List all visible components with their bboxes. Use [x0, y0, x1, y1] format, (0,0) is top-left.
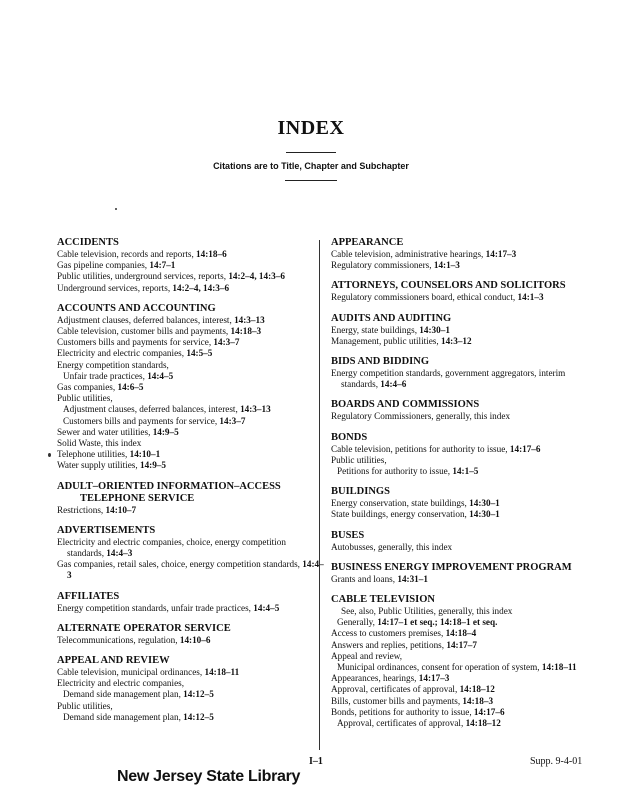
entry-citation: 14:30–1: [469, 509, 500, 520]
entry-text: Demand side management plan,: [63, 689, 184, 700]
entry-citation: 14:18–4: [445, 628, 477, 639]
index-section: [57, 591, 325, 614]
entry-citation: 14:4–3: [106, 548, 133, 559]
index-entry: [57, 667, 325, 678]
index-entry: [331, 249, 593, 260]
entry-citation: 14:18–12: [465, 718, 501, 729]
index-entry: [331, 368, 593, 390]
entry-text: Regulatory Commissioners, generally, this index: [331, 411, 511, 422]
entry-text: Generally,: [337, 617, 378, 628]
index-heading-text: BUSES: [331, 529, 365, 541]
index-heading-text: ACCOUNTS AND ACCOUNTING: [57, 302, 216, 314]
entry-text: Public utilities,: [57, 700, 113, 711]
index-heading: [331, 486, 593, 498]
entry-citation: 14:18–3: [462, 695, 494, 706]
entry-citation: 14:17–7: [446, 639, 477, 650]
entry-text: Customers bills and payments for service,: [57, 337, 214, 348]
index-heading-text: ACCIDENTS: [57, 237, 119, 248]
column-divider: [319, 240, 320, 750]
index-heading-text: APPEAL AND REVIEW: [57, 655, 170, 667]
entry-citation: 14:7–1: [149, 260, 176, 271]
index-heading: [57, 525, 325, 537]
index-heading: [331, 432, 593, 444]
index-heading-text: ATTORNEYS, COUNSELORS AND SOLICITORS: [331, 280, 566, 292]
index-section: [57, 623, 325, 646]
index-heading: [331, 237, 593, 249]
entry-text: Petitions for authority to issue,: [337, 466, 453, 477]
entry-text: Energy competition standards, unfair trade practices,: [57, 602, 254, 613]
entry-text: Water supply utilities,: [57, 460, 140, 471]
index-entry: [331, 444, 593, 455]
index-entry: [331, 292, 593, 303]
index-entry: [57, 603, 325, 614]
index-entry: [57, 260, 325, 271]
entry-text: State buildings, energy conservation,: [331, 509, 470, 520]
entry-text: Public utilities,: [57, 393, 113, 404]
index-heading-text: CABLE TELEVISION: [331, 594, 435, 606]
entry-citation: 14:12–5: [183, 711, 214, 722]
entry-text: Unfair trade practices,: [63, 370, 148, 381]
entry-citation: 14:31–1: [397, 573, 428, 584]
index-entry: [57, 315, 325, 326]
index-entry: [331, 696, 593, 707]
index-heading-text: BOARDS AND COMMISSIONS: [331, 399, 480, 411]
index-section: [57, 655, 325, 723]
entry-citation: 14:17–6: [509, 443, 541, 454]
entry-text: Energy competition standards,: [57, 359, 169, 370]
entry-citation: 14:30–1: [419, 324, 450, 335]
entry-text: Adjustment clauses, deferred balances, interest,: [63, 404, 241, 415]
index-entry: [57, 271, 325, 282]
entry-text: Management, public utilities,: [331, 335, 441, 346]
entry-text: See, also, Public Utilities, generally, this index: [341, 606, 513, 617]
entry-text: Municipal ordinances, consent for operation of system,: [337, 662, 542, 673]
index-entry: [331, 574, 593, 585]
library-stamp: New Jersey State Library: [117, 768, 301, 785]
index-entry: [331, 606, 593, 617]
entry-citation: 14:2–4, 14:3–6: [172, 282, 230, 293]
subtitle-rule: [285, 180, 337, 181]
entry-citation: 14:1–3: [517, 292, 544, 303]
entry-text: Access to customers premises,: [331, 628, 446, 639]
index-section: [331, 486, 593, 520]
index-entry: [57, 559, 325, 581]
entry-citation: 14:18–6: [196, 249, 227, 259]
index-entry: [57, 438, 325, 449]
index-section: [331, 594, 593, 729]
entry-text: Solid Waste, this index: [57, 438, 142, 449]
entry-text: Autobusses, generally, this index: [331, 541, 453, 552]
index-entry: [331, 617, 593, 628]
entry-text: Customers bills and payments for service,: [63, 415, 220, 426]
entry-citation: 14:18–11: [541, 662, 577, 673]
index-heading-text: BUILDINGS: [331, 486, 390, 498]
entry-citation: 14:6–5: [117, 382, 144, 393]
entry-citation: 14:4–3: [67, 559, 324, 581]
entry-citation: 14:9–5: [139, 460, 166, 471]
index-heading-continuation: TELEPHONE SERVICE: [80, 492, 195, 504]
index-heading: [57, 237, 325, 249]
index-entry: [57, 283, 325, 294]
index-section: [331, 237, 593, 271]
entry-citation: 14:3–13: [240, 404, 271, 415]
index-entry: [57, 404, 325, 415]
index-entry: [57, 701, 325, 712]
index-section: [331, 562, 593, 585]
entry-text: Electricity and electric companies, choice, energy competition standards,: [57, 536, 286, 559]
index-entry: [331, 628, 593, 639]
index-section: [57, 525, 325, 582]
index-entry: [57, 371, 325, 382]
entry-text: Gas companies,: [57, 382, 118, 393]
index-entry: [331, 509, 593, 520]
index-entry: [331, 673, 593, 684]
index-entry: [57, 337, 325, 348]
entry-text: Cable television, petitions for authority to issue,: [331, 443, 510, 454]
entry-text: Cable television, customer bills and payments,: [57, 326, 231, 337]
entry-text: Grants and loans,: [331, 573, 398, 584]
entry-text: Answers and replies, petitions,: [331, 639, 447, 650]
index-section: [331, 530, 593, 553]
index-heading-text: ADVERTISEMENTS: [57, 524, 156, 536]
index-heading-text: AUDITS AND AUDITING: [331, 312, 452, 324]
index-entry: [57, 678, 325, 689]
entry-citation: 14:17–3: [485, 249, 517, 259]
entry-text: Demand side management plan,: [63, 711, 184, 722]
entry-text: Gas pipeline companies,: [57, 260, 150, 271]
page-title: INDEX: [277, 117, 345, 139]
index-heading: [57, 481, 325, 505]
index-entry: [331, 707, 593, 718]
index-section: [57, 237, 325, 294]
index-heading-text: BONDS: [331, 431, 368, 443]
entry-citation: 14:3–7: [213, 337, 240, 348]
index-heading-text: AFFILIATES: [57, 590, 120, 602]
entry-citation: 14:3–7: [219, 415, 246, 426]
entry-text: Underground services, reports,: [57, 282, 173, 293]
index-section: [57, 303, 325, 472]
index-entry: [57, 537, 325, 559]
index-entry: [331, 542, 593, 553]
entry-text: Bonds, petitions for authority to issue,: [331, 706, 474, 717]
index-entry: [57, 505, 325, 516]
entry-text: Regulatory commissioners,: [331, 260, 434, 271]
entry-citation: 14:10–6: [179, 634, 211, 645]
left-index-column: [57, 237, 325, 732]
entry-citation: 14:18–3: [230, 326, 262, 337]
index-entry: [57, 348, 325, 359]
supplement-date: Supp. 9-4-01: [530, 756, 583, 767]
entry-text: Electricity and electric companies,: [57, 348, 187, 359]
index-heading: [57, 623, 325, 635]
entry-citation: 14:18–11: [204, 667, 240, 678]
index-entry: [331, 651, 593, 662]
entry-citation: 14:17–6: [473, 706, 505, 717]
index-section: [331, 432, 593, 478]
scan-speck: [48, 453, 51, 457]
entry-text: Adjustment clauses, deferred balances, interest,: [57, 314, 235, 325]
index-entry: [57, 249, 325, 260]
index-heading-text: BUSINESS ENERGY IMPROVEMENT PROGRAM: [331, 561, 572, 573]
entry-text: Bills, customer bills and payments,: [331, 695, 463, 706]
index-heading: [331, 562, 593, 574]
entry-text: Public utilities, underground services, reports,: [57, 271, 229, 282]
entry-citation: 14:4–6: [380, 379, 407, 390]
index-entry: [331, 260, 593, 271]
index-entry: [331, 684, 593, 695]
index-heading-text: ADULT–ORIENTED INFORMATION–ACCESS: [57, 480, 281, 492]
index-heading: [331, 280, 593, 292]
index-entry: [331, 336, 593, 347]
entry-citation: 14:9–5: [152, 426, 179, 437]
index-entry: [57, 460, 325, 471]
entry-text: Approval, certificates of approval,: [337, 718, 466, 729]
index-heading: [57, 591, 325, 603]
index-entry: [57, 360, 325, 371]
index-section: [331, 399, 593, 422]
entry-citation: 14:18–12: [459, 684, 495, 695]
index-entry: [57, 393, 325, 404]
entry-text: Telephone utilities,: [57, 449, 130, 460]
index-heading: [57, 655, 325, 667]
entry-text: Cable television, municipal ordinances,: [57, 667, 205, 678]
entry-text: Cable television, records and reports,: [57, 249, 197, 259]
entry-citation: 14:30–1: [469, 498, 500, 509]
index-heading: [331, 530, 593, 542]
entry-text: Cable television, administrative hearings,: [331, 249, 486, 259]
index-entry: [331, 718, 593, 729]
entry-text: Approval, certificates of approval,: [331, 684, 460, 695]
entry-citation: 14:2–4, 14:3–6: [228, 271, 285, 282]
entry-citation: 14:1–3: [433, 260, 460, 271]
page-number: I–1: [309, 756, 323, 767]
index-entry: [57, 416, 325, 427]
entry-citation: 14:1–5: [452, 466, 479, 477]
title-rule: [286, 152, 336, 153]
index-entry: [57, 326, 325, 337]
index-section: [331, 313, 593, 347]
index-heading: [331, 313, 593, 325]
entry-text: Gas companies, retail sales, choice, energy competition standards,: [57, 559, 303, 570]
entry-citation: 14:17–1 et seq.; 14:18–1 et seq.: [377, 617, 498, 628]
entry-citation: 14:3–13: [234, 314, 265, 325]
index-heading-text: ALTERNATE OPERATOR SERVICE: [57, 622, 231, 634]
index-section: [331, 280, 593, 303]
entry-text: Electricity and electric companies,: [57, 678, 185, 689]
index-entry: [57, 449, 325, 460]
index-entry: [57, 427, 325, 438]
right-index-column: [331, 237, 593, 738]
index-entry: [331, 455, 593, 466]
entry-text: Appearances, hearings,: [331, 673, 419, 684]
index-entry: [331, 325, 593, 336]
entry-text: Energy, state buildings,: [331, 324, 420, 335]
entry-text: Sewer and water utilities,: [57, 426, 153, 437]
index-entry: [331, 498, 593, 509]
entry-text: Energy competition standards, government aggregators, interim standards,: [331, 368, 566, 390]
entry-text: Appeal and review,: [331, 650, 403, 661]
index-heading: [331, 594, 593, 606]
entry-text: Public utilities,: [331, 454, 387, 465]
index-entry: [331, 466, 593, 477]
index-heading-text: APPEARANCE: [331, 237, 404, 248]
index-heading-text: BIDS AND BIDDING: [331, 356, 430, 368]
entry-citation: 14:4–5: [147, 370, 174, 381]
scan-speck: [115, 208, 117, 210]
entry-citation: 14:17–3: [418, 673, 450, 684]
index-section: [57, 481, 325, 516]
index-heading: [331, 356, 593, 368]
index-entry: [57, 689, 325, 700]
index-entry: [331, 640, 593, 651]
entry-citation: 14:5–5: [186, 348, 213, 359]
entry-text: Regulatory commissioners board, ethical conduct,: [331, 292, 518, 303]
entry-citation: 14:3–12: [440, 335, 472, 346]
index-heading: [331, 399, 593, 411]
entry-citation: 14:10–7: [105, 504, 137, 515]
entry-citation: 14:10–1: [129, 449, 161, 460]
index-entry: [57, 382, 325, 393]
page-subtitle: Citations are to Title, Chapter and Subchapter: [213, 161, 409, 171]
entry-citation: 14:4–5: [253, 602, 280, 613]
entry-citation: 14:12–5: [183, 689, 214, 700]
index-section: [331, 356, 593, 390]
index-entry: [331, 662, 593, 673]
index-entry: [57, 712, 325, 723]
index-entry: [57, 635, 325, 646]
entry-text: Telecommunications, regulation,: [57, 634, 180, 645]
entry-text: Energy conservation, state buildings,: [331, 498, 470, 509]
index-heading: [57, 303, 325, 315]
index-entry: [331, 411, 593, 422]
entry-text: Restrictions,: [57, 504, 106, 515]
